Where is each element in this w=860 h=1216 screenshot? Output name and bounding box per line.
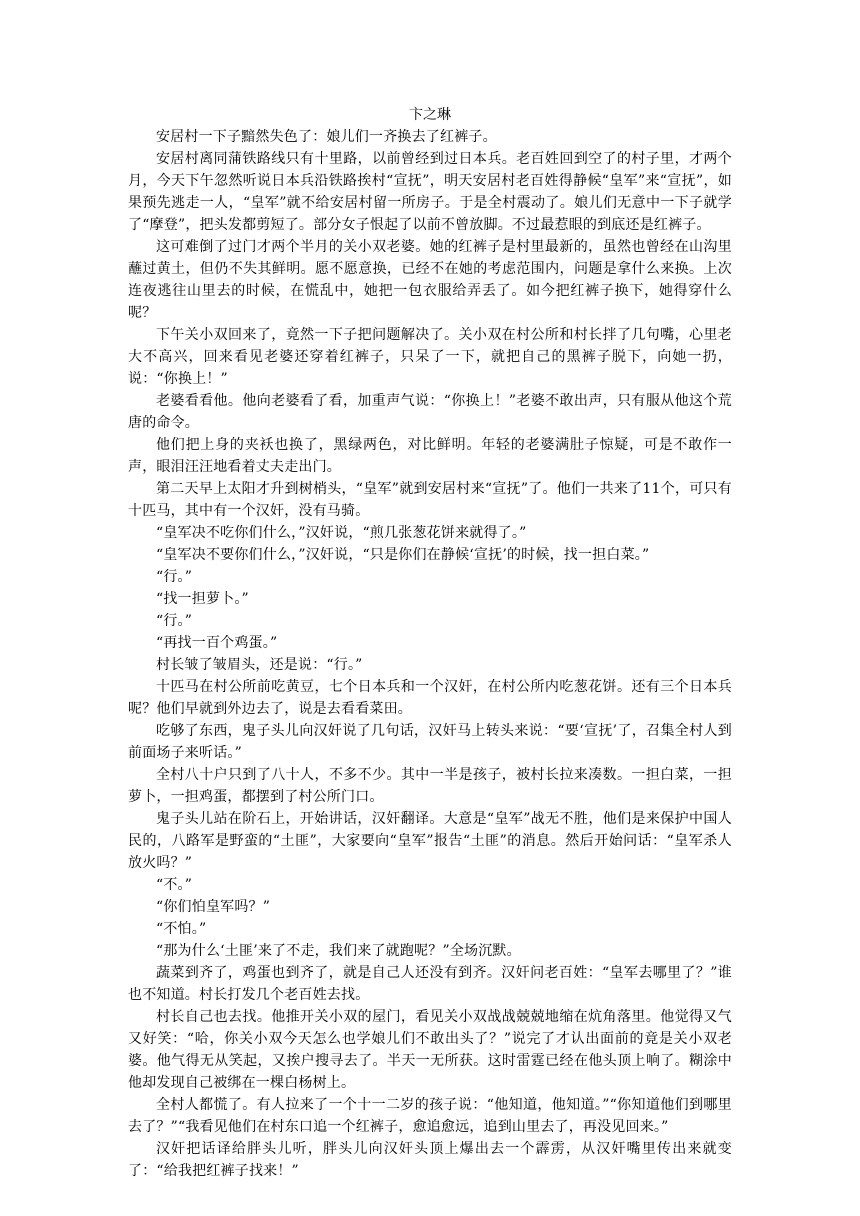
paragraph: 老婆看看他。他向老婆看了看，加重声气说：“你换上！”老婆不敢出声，只有服从他这个荒唐的命令。 (128, 393, 732, 431)
paragraph: 下午关小双回来了，竟然一下子把问题解决了。关小双在村公所和村长拌了几句嘴，心里老大不高兴，回来看见老婆还穿着红裤子，只呆了一下，就把自己的黑裤子脱下，向她一扔，说：“你换上！” (128, 327, 732, 387)
paragraph: 蔬菜到齐了，鸡蛋也到齐了，就是自己人还没有到齐。汉奸问老百姓：“皇军去哪里了？”谁也不知道。村长打发几个老百姓去找。 (128, 965, 732, 1003)
author-name: 卞之琳 (409, 107, 451, 123)
paragraph: 村长皱了皱眉头，还是说：“行。” (156, 657, 363, 673)
paragraph: “行。” (156, 613, 193, 629)
paragraph: 汉奸把话译给胖头儿听，胖头儿向汉奸头顶上爆出去一个霹雳，从汉奸嘴里传出来就变了：“给我把红裤子找来！” (128, 1141, 732, 1179)
paragraph: 全村八十户只到了八十人，不多不少。其中一半是孩子，被村长拉来凑数。一担白菜，一担萝卜，一担鸡蛋，都摆到了村公所门口。 (128, 767, 732, 805)
paragraph: 吃够了东西，鬼子头儿向汉奸说了几句话，汉奸马上转头来说：“要‘宣抚’了，召集全村人到前面场子来听话。” (128, 723, 732, 761)
paragraph: “不。” (156, 877, 193, 893)
paragraph: “再找一百个鸡蛋。” (156, 635, 278, 651)
paragraph: “皇军决不吃你们什么，”汉奸说，“煎几张葱花饼来就得了。” (156, 525, 527, 541)
story-body (128, 126, 732, 1182)
paragraph: “找一担萝卜。” (156, 591, 249, 607)
paragraph: “你们怕皇军吗？” (156, 899, 271, 915)
paragraph: “行。” (156, 569, 193, 585)
paragraph: 全村人都慌了。有人拉来了一个十一二岁的孩子说：“他知道，他知道。”“你知道他们到哪里去了？”“我看见他们在村东口追一个红裤子，愈追愈远，追到山里去了，再没见回来。” (128, 1097, 732, 1135)
paragraph: 这可难倒了过门才两个半月的关小双老婆。她的红裤子是村里最新的，虽然也曾经在山沟里蘸过黄土，但仍不失其鲜明。愿不愿意换，已经不在她的考虑范围内，问题是拿什么来换。上次连夜逃往山里去的时候，在慌乱中，她把一包衣服给弄丢了。如今把红裤子换下，她得穿什么呢？ (128, 239, 732, 321)
paragraph: 安居村一下子黯然失色了：娘儿们一齐换去了红裤子。 (156, 129, 497, 145)
paragraph: “那为什么‘土匪’来了不走，我们来了就跑呢？”全场沉默。 (156, 943, 521, 959)
paragraph: 他们把上身的夹袄也换了，黑绿两色，对比鲜明。年轻的老婆满肚子惊疑，可是不敢作一声，眼泪汪汪地看着丈夫走出门。 (128, 437, 732, 475)
paragraph: 第二天早上太阳才升到树梢头，“皇军”就到安居村来“宣抚”了。他们一共来了11个，可只有十匹马，其中有一个汉奸，没有马骑。 (128, 481, 732, 519)
paragraph: “皇军决不要你们什么，”汉奸说，“只是你们在静候‘宣抚’的时候，找一担白菜。” (156, 547, 650, 563)
paragraph: 鬼子头儿站在阶石上，开始讲话，汉奸翻译。大意是“皇军”战无不胜，他们是来保护中国人民的，八路军是野蛮的“土匪”，大家要向“皇军”报告“土匪”的消息。然后开始问话：“皇军杀人放火吗？” (128, 811, 732, 871)
paragraph: 安居村离同蒲铁路线只有十里路，以前曾经到过日本兵。老百姓回到空了的村子里，才两个月，今天下午忽然听说日本兵沿铁路挨村“宣抚”，明天安居村老百姓得静候“皇军”来“宣抚”，如果预先逃走一人，“皇军”就不给安居村留一所房子。于是全村震动了。娘儿们无意中一下子就学了“摩登”，把头发都剪短了。部分女子恨起了以前不曾放脚。不过最惹眼的到底还是红裤子。 (128, 151, 732, 233)
paragraph: 村长自己也去找。他推开关小双的屋门，看见关小双战战兢兢地缩在炕角落里。他觉得又气又好笑：“哈，你关小双今天怎么也学娘儿们不敢出头了？”说完了才认出面前的竟是关小双老婆。他气得无从笑起，又挨户搜寻去了。半天一无所获。这时雷霆已经在他头顶上响了。糊涂中他却发现自己被绑在一棵白杨树上。 (128, 1009, 732, 1091)
paragraph: 十匹马在村公所前吃黄豆，七个日本兵和一个汉奸，在村公所内吃葱花饼。还有三个日本兵呢？他们早就到外边去了，说是去看看菜田。 (128, 679, 732, 717)
document-page (128, 104, 732, 1182)
paragraph: “不怕。” (156, 921, 207, 937)
